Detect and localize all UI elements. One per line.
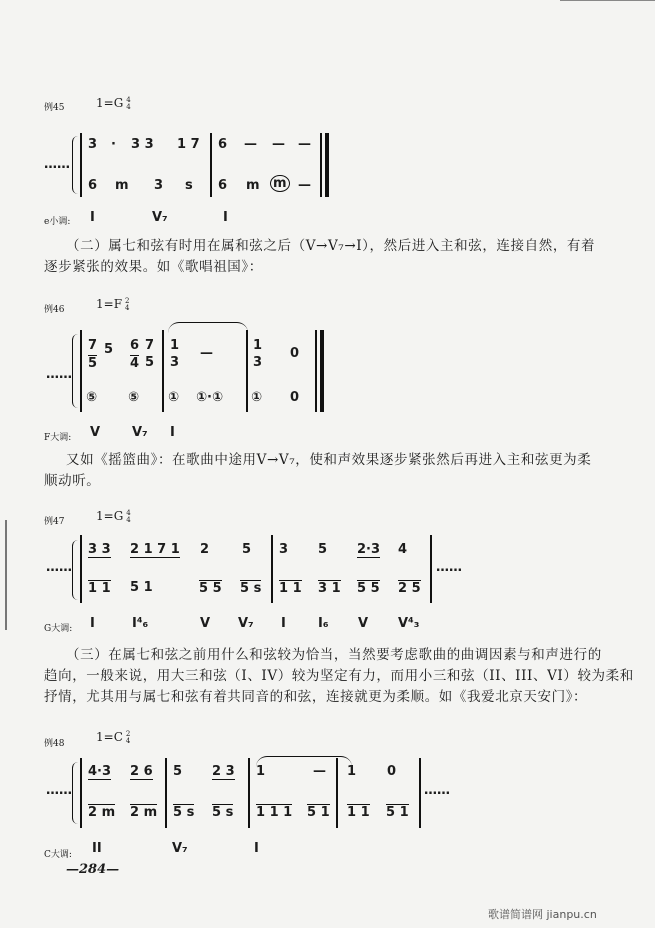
ex45-note: 6 [218,178,228,193]
ex46-chord: V₇ [132,425,148,440]
ex46-note: 7 [145,338,155,353]
ex47-note: 3 1 [318,581,341,596]
ex46-note: 1 [170,338,180,353]
ex48-harmony-key: C大调: [44,850,72,860]
ex46-brace [72,334,79,408]
para3-line: 趋向，一般来说，用大三和弦（I、IV）较为坚定有力，而用小三和弦（II、III、VI）较为柔和 [44,668,634,684]
ex46-chord: I [170,425,175,440]
ex47-chord: I⁴₆ [132,616,149,631]
ex47-chord: V⁴₃ [398,616,420,631]
ex48-key: 1=C 2 4 [96,729,131,745]
ex46-tie [168,322,248,333]
ex46-barline-end-thin [315,330,317,412]
para2-line: 逐步紧张的效果。如《歌唱祖国》： [44,259,263,275]
ex46-note: 1 [253,338,263,353]
ex46-note: 0 [290,390,300,405]
ex46-barline-start [80,330,82,412]
para-b-line: 顺动听。 [44,473,101,489]
ex47-note: 2 1 7 1 [130,542,180,557]
ex48-note: 5 s [173,805,195,820]
ex47-dots-left: …… [46,560,72,575]
ex47-note: 5 5 [357,581,380,596]
ex46-dots: …… [46,367,72,382]
ex45-note: 3 [88,137,98,152]
ex47-chord: V₇ [238,616,254,631]
para-b-line: 又如《摇篮曲》：在歌曲中途用V→V₇，使和声效果逐步紧张然后再进入主和弦更为柔 [66,452,592,468]
ex48-note: 2 6 [130,764,153,779]
ex48-note: 1 1 [347,805,370,820]
ex47-barline [271,535,273,603]
ex48-chord: II [92,841,102,856]
ex48-note: 2 m [130,805,158,820]
ex47-note: 3 3 [88,542,111,557]
ex48-brace [72,762,79,824]
ex46-note: — [200,346,213,361]
ex46-note: 3 [170,355,180,370]
ex48-barline [419,758,421,828]
ex45-note: m [115,178,129,193]
ex47-chord: I [90,616,95,631]
ex46-note: 5 [145,355,155,370]
ex47-harmony-key: G大调: [44,624,73,634]
ex45-harmony-key: e小调: [44,217,71,227]
ex45-note: — [244,137,257,152]
ex48-barline-start [80,758,82,828]
ex45-barline-start [80,133,82,197]
ex46-note: ⑤ [128,390,140,405]
ex47-note: 5 [318,542,328,557]
ex47-key: 1=G 4 4 [96,508,131,524]
watermark: 歌谱简谱网 jianpu.cn [488,908,597,921]
ex47-dots-right: …… [436,560,462,575]
ex45-note: s [185,178,193,193]
ex46-barline [162,330,164,412]
para3-line: （三）在属七和弦之前用什么和弦较为恰当，当然要考虑歌曲的曲调因素与和声进行的 [66,647,602,663]
ex45-note: — [298,137,311,152]
scan-edge [5,520,7,630]
ex47-chord: V [358,616,369,631]
ex48-note: 5 [173,764,183,779]
ex46-barline [246,330,248,412]
ex46-label: 例46 [44,305,65,315]
ex45-note: — [272,137,285,152]
ex45-chord: V₇ [152,210,168,225]
ex46-note: 0 [290,346,300,361]
ex46-chord: V [90,425,101,440]
para3-line: 抒情，尤其用与属七和弦有着共同音的和弦，连接就更为柔顺。如《我爱北京天安门》： [44,689,588,705]
ex45-note: · [111,137,116,152]
ex46-note: 5 [88,356,98,371]
ex48-note: 1 [256,764,266,779]
ex46-key: 1=F 2 4 [96,296,130,312]
ex48-barline [248,758,250,828]
ex47-note: 4 [398,542,408,557]
ex46-note: ⑤ [86,390,98,405]
ex45-brace [72,136,79,194]
ex47-note: 1 1 [88,581,111,596]
ex48-note: — [313,764,326,779]
ex47-label: 例47 [44,517,65,527]
ex45-chord: I [223,210,228,225]
ex47-barline [430,535,432,603]
ex48-note: 0 [387,764,397,779]
ex46-note: ① [251,390,263,405]
ex46-note: 3 [253,355,263,370]
ex48-note: 5 s [212,805,234,820]
ex48-label: 例48 [44,739,65,749]
ex45-note: 6 [218,137,228,152]
para2-line: （二）属七和弦有时用在属和弦之后（V→V₇→I），然后进入主和弦，连接自然，有着 [66,238,596,254]
ex47-note: 5 5 [199,581,222,596]
ex47-chord: V [200,616,211,631]
ex48-dots-left: …… [46,783,72,798]
ex48-chord: I [254,841,259,856]
ex46-note: 5 [104,342,114,357]
ex48-barline [165,758,167,828]
ex45-note: 3 3 [131,137,154,152]
ex45-note: 6 [88,178,98,193]
ex47-note: 5 s [240,581,262,596]
ex48-note: 1 1 1 [256,805,293,820]
ex47-note: 2·3 [357,542,381,557]
ex45-barline-end-thick [325,133,329,197]
ex45-barline-end-thin [320,133,322,197]
ex48-note: 5 1 [307,805,330,820]
ex47-barline-start [80,535,82,603]
ex46-harmony-key: F大调: [44,433,72,443]
header-rule [560,0,655,5]
ex45-label: 例45 [44,103,65,113]
ex48-note: 5 1 [386,805,409,820]
ex45-chord: I [90,210,95,225]
ex47-chord: I [281,616,286,631]
ex45-note: m [270,175,290,192]
ex47-note: 3 [279,542,289,557]
ex45-key: 1=G 4 4 [96,95,131,111]
ex46-note: 6 [130,338,140,353]
ex45-dots: …… [44,157,70,172]
ex45-note: m [246,178,260,193]
ex48-note: 1 [347,764,357,779]
ex47-note: 2 5 [398,581,421,596]
ex47-note: 2 [200,542,210,557]
ex47-note: 1 1 [279,581,302,596]
ex46-barline-end-thick [320,330,324,412]
ex47-brace [72,540,79,600]
ex46-note: 4 [130,356,140,371]
ex45-note: 3 [154,178,164,193]
ex47-chord: I₆ [318,616,329,631]
ex48-note: 2 3 [212,764,235,779]
ex46-note: 7 [88,338,98,353]
ex46-note: ① [168,390,180,405]
ex48-note: 4·3 [88,764,112,779]
ex45-note: 1 7 [177,137,200,152]
ex45-barline-mid [210,133,212,197]
ex46-note: ①·① [196,390,223,405]
ex45-note: — [298,178,311,193]
ex48-note: 2 m [88,805,116,820]
ex48-chord: V₇ [172,841,188,856]
ex47-note: 5 1 [130,580,153,595]
ex48-tie [256,756,352,767]
ex47-note: 5 [242,542,252,557]
page-number: —284— [66,862,120,877]
ex48-dots-right: …… [424,783,450,798]
ex48-barline [336,758,338,828]
